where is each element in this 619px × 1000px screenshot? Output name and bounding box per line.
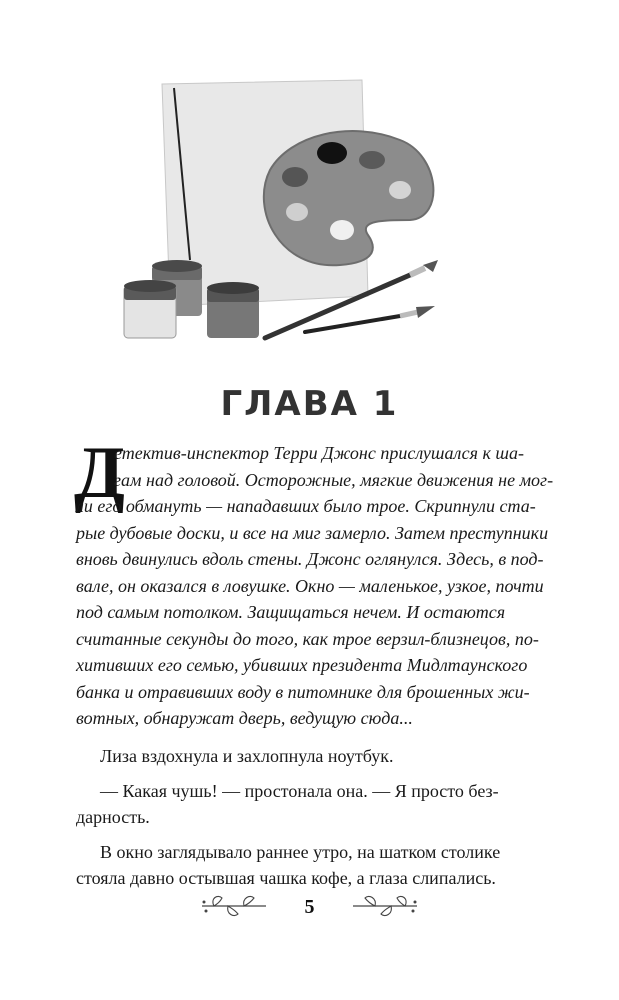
palette-icon bbox=[264, 131, 434, 265]
text-line: вновь двинулись вдоль стены. Джонс оглянулся. Здесь, в под- bbox=[76, 549, 544, 569]
text-line: рые дубовые доски, и все на миг замерло. Затем преступники bbox=[76, 522, 549, 543]
paint-supplies-illustration bbox=[100, 60, 520, 360]
text-line: гам над головой. Осторожные, мягкие движения не мог- bbox=[114, 469, 554, 490]
text-line: под самым потолком. Защищаться нечем. И остаются bbox=[76, 602, 506, 622]
text-line: Лиза вздохнула и захлопнула ноутбук. bbox=[100, 746, 394, 766]
text-line: считанные секунды до того, как трое верзил-близнецов, по- bbox=[76, 628, 539, 649]
page-footer bbox=[0, 888, 619, 928]
text-line: дарность. bbox=[76, 807, 150, 827]
text-line: В окно заглядывало раннее утро, на шатком столике bbox=[100, 841, 501, 862]
paint-jar-icon bbox=[124, 280, 176, 338]
text-line: — Какая чушь! — простонала она. — Я просто без- bbox=[100, 780, 499, 801]
text-line: ли его обмануть — нападавших было трое. Скрипнули ста- bbox=[76, 496, 536, 516]
text-line: стояла давно остывшая чашка кофе, а глаза слипались. bbox=[76, 868, 496, 888]
text-line: хитивших его семью, убивших президента Мидлтаунского bbox=[76, 655, 528, 675]
chapter-title: ГЛАВА 1 bbox=[220, 384, 399, 424]
paint-jar-icon bbox=[207, 282, 259, 338]
story-text bbox=[76, 743, 516, 892]
drop-cap: Д bbox=[74, 432, 125, 514]
page-number: 5 bbox=[304, 896, 315, 918]
text-line: вотных, обнаружат дверь, ведущую сюда... bbox=[76, 708, 413, 728]
text-line: вале, он оказался в ловушке. Окно — маленькое, узкое, почти bbox=[76, 575, 544, 596]
text-line: етектив-инспектор Терри Джонс прислушался к ша- bbox=[114, 443, 524, 463]
excerpt-paragraph bbox=[76, 440, 554, 732]
leaf-ornament-right-icon bbox=[349, 892, 419, 920]
text-line: банка и отравивших воду в питомнике для брошенных жи- bbox=[76, 681, 530, 702]
